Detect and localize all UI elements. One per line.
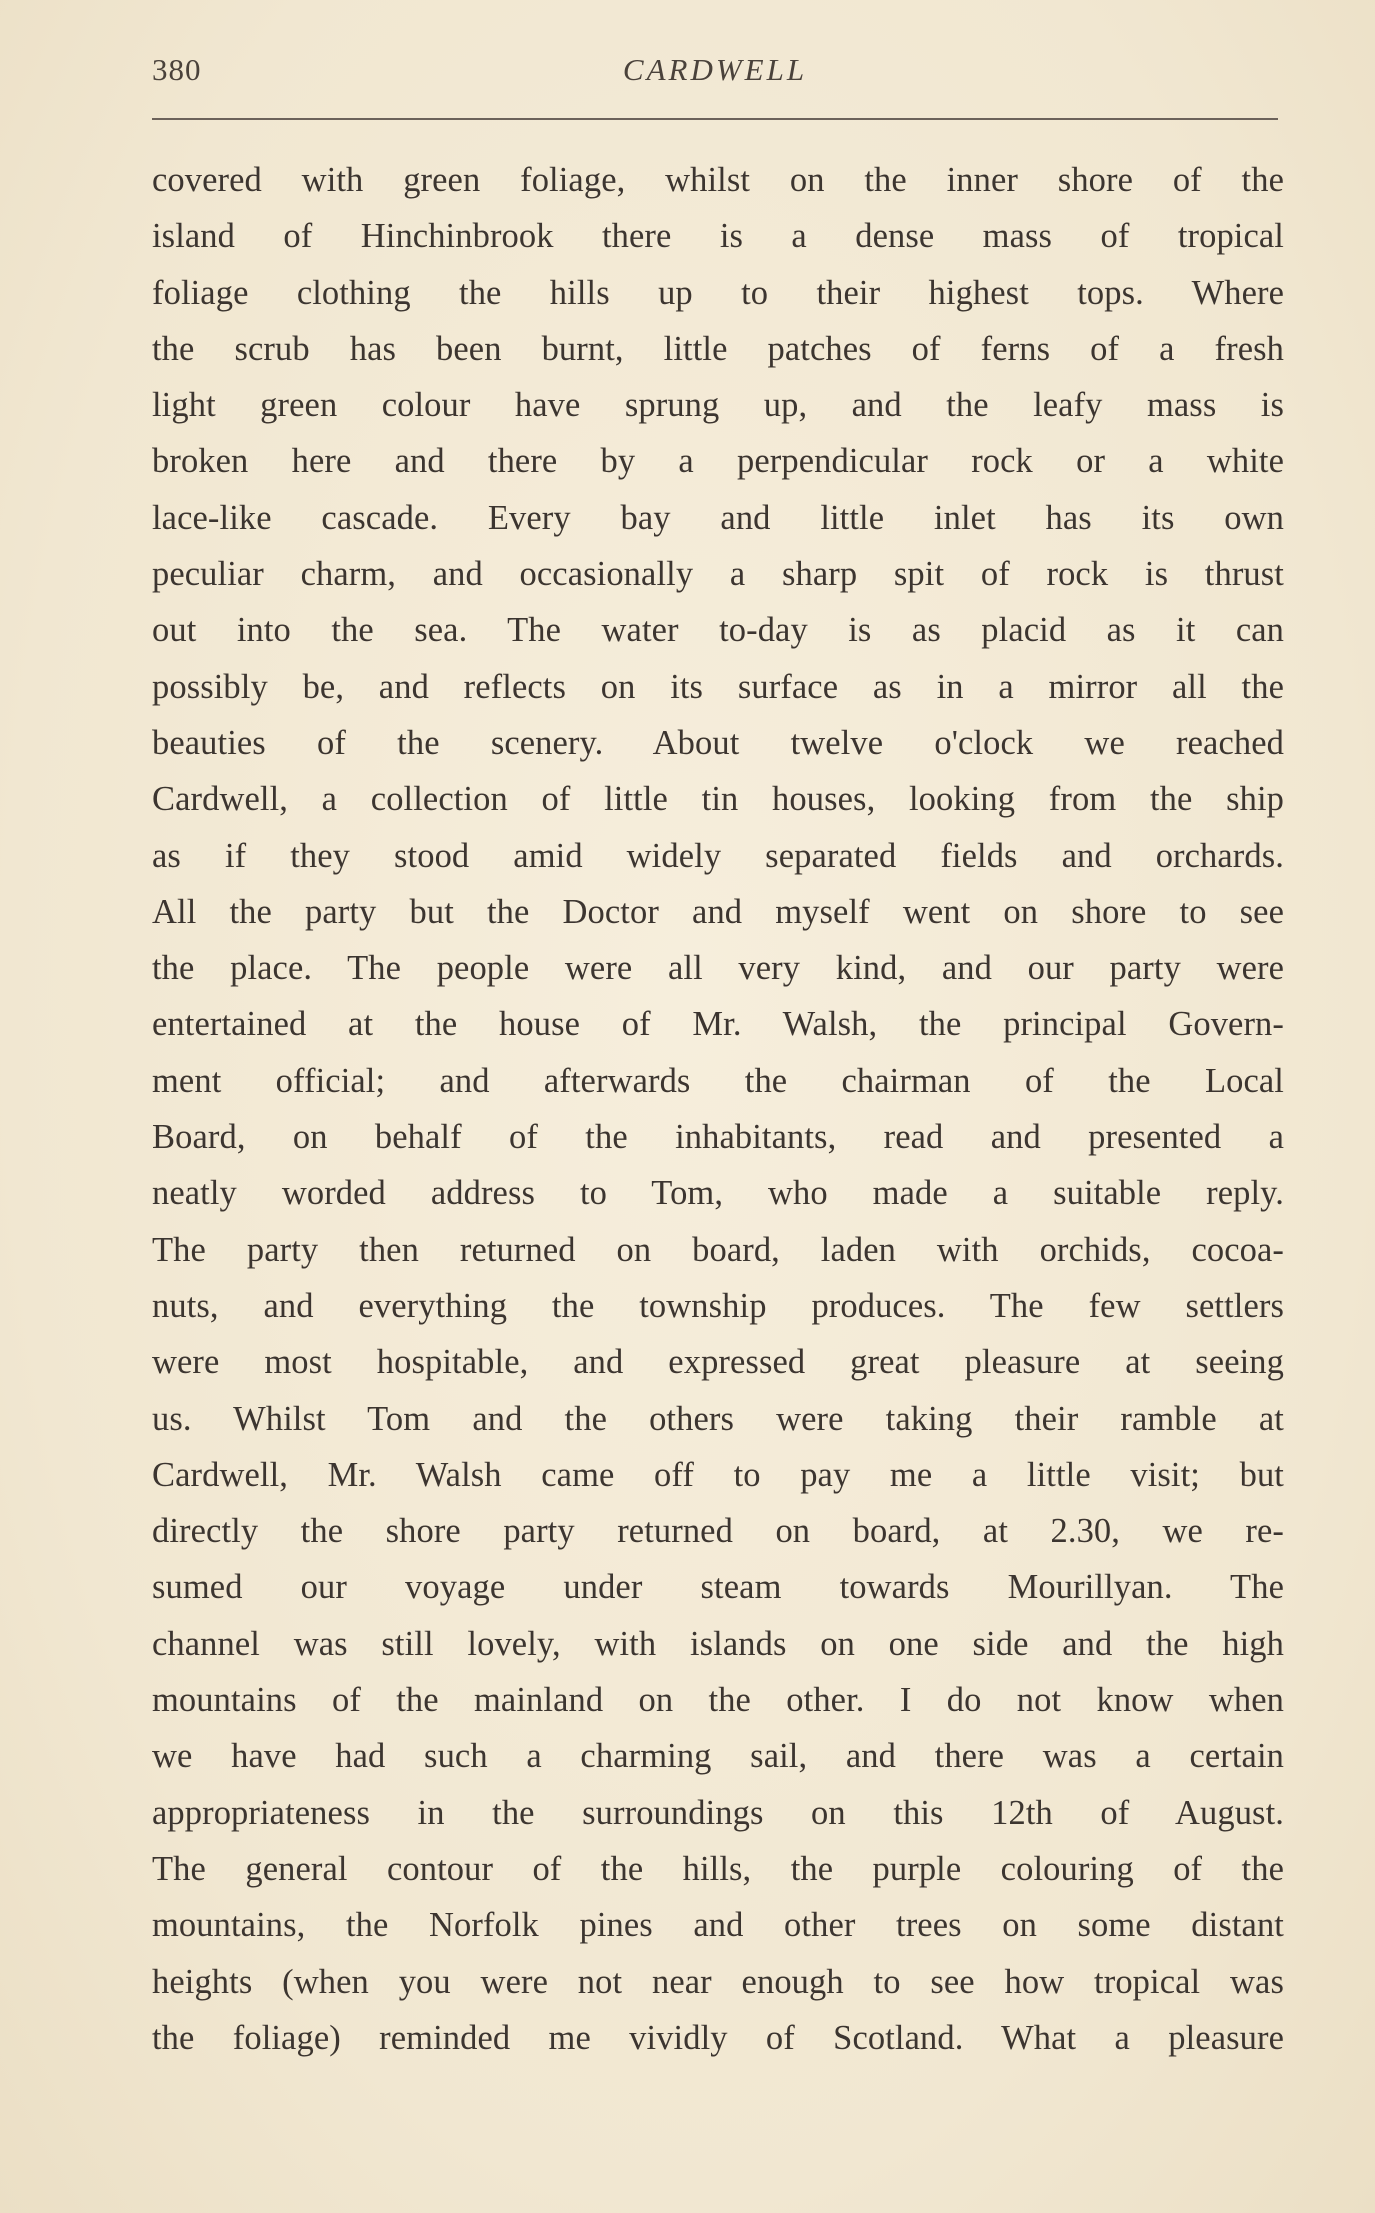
text-line: neatly worded address to Tom, who made a suitable reply. bbox=[152, 1174, 1284, 1213]
text-line: appropriateness in the surroundings on this 12th of August. bbox=[152, 1793, 1284, 1832]
text-line: lace-like cascade. Every bay and little inlet has its own bbox=[152, 498, 1284, 537]
header-rule bbox=[152, 118, 1278, 120]
running-title: CARDWELL bbox=[622, 52, 808, 87]
text-line: covered with green foliage, whilst on the inner shore of the bbox=[152, 161, 1284, 199]
text-line: peculiar charm, and occasionally a sharp spit of rock is thrust bbox=[152, 555, 1284, 594]
text-line: All the party but the Doctor and myself went on shore to see bbox=[152, 892, 1284, 931]
text-line: The general contour of the hills, the purple colouring of the bbox=[152, 1849, 1284, 1888]
text-line: out into the sea. The water to-day is as placid as it can bbox=[152, 611, 1284, 650]
text-line: Cardwell, Mr. Walsh came off to pay me a little visit; but bbox=[152, 1455, 1284, 1494]
text-line: island of Hinchinbrook there is a dense mass of tropical bbox=[152, 217, 1284, 256]
running-head bbox=[152, 52, 1278, 102]
text-line: mountains, the Norfolk pines and other trees on some distant bbox=[152, 1906, 1284, 1945]
page-number: 380 bbox=[152, 52, 202, 87]
text-line: we have had such a charming sail, and there was a certain bbox=[152, 1737, 1284, 1776]
text-line: possibly be, and reflects on its surface as in a mirror all the bbox=[152, 667, 1284, 706]
text-line: light green colour have sprung up, and the leafy mass is bbox=[152, 386, 1284, 425]
text-line: the place. The people were all very kind, and our party were bbox=[152, 949, 1284, 988]
body-text bbox=[152, 152, 1284, 2066]
text-line: Cardwell, a collection of little tin houses, looking from the ship bbox=[152, 780, 1284, 819]
text-line: heights (when you were not near enough to see how tropical was bbox=[152, 1962, 1284, 2001]
text-line: broken here and there by a perpendicular rock or a white bbox=[152, 442, 1284, 481]
text-line: ment official; and afterwards the chairman of the Local bbox=[152, 1061, 1284, 1100]
text-line: as if they stood amid widely separated fields and orchards. bbox=[152, 836, 1284, 875]
text-line: Board, on behalf of the inhabitants, read and presented a bbox=[152, 1118, 1284, 1157]
text-line: nuts, and everything the township produces. The few settlers bbox=[152, 1286, 1284, 1325]
text-line: us. Whilst Tom and the others were taking their ramble at bbox=[152, 1399, 1284, 1438]
text-line: directly the shore party returned on board, at 2.30, we re- bbox=[152, 1512, 1284, 1551]
text-line: The party then returned on board, laden with orchids, cocoa- bbox=[152, 1230, 1284, 1269]
text-line: channel was still lovely, with islands on one side and the high bbox=[152, 1624, 1284, 1663]
text-line: entertained at the house of Mr. Walsh, the principal Govern- bbox=[152, 1005, 1284, 1044]
text-line: the scrub has been burnt, little patches of ferns of a fresh bbox=[152, 329, 1284, 368]
text-line: sumed our voyage under steam towards Mourillyan. The bbox=[152, 1568, 1284, 1607]
text-line: were most hospitable, and expressed great pleasure at seeing bbox=[152, 1343, 1284, 1382]
text-line: beauties of the scenery. About twelve o'clock we reached bbox=[152, 723, 1284, 762]
text-line: foliage clothing the hills up to their highest tops. Where bbox=[152, 273, 1284, 312]
text-line: the foliage) reminded me vividly of Scotland. What a pleasure bbox=[152, 2018, 1284, 2057]
text-line: mountains of the mainland on the other. I do not know when bbox=[152, 1681, 1284, 1720]
